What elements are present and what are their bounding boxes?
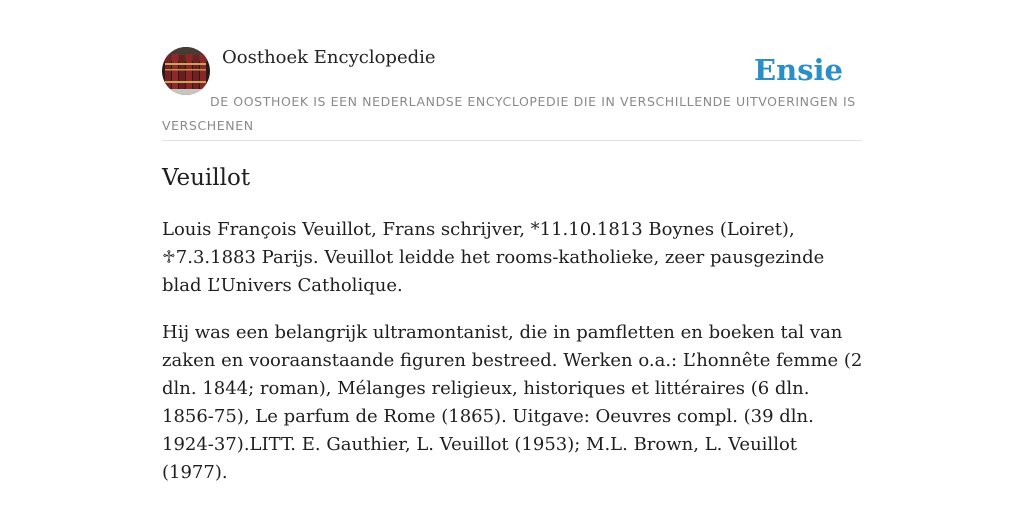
article-paragraph: Louis François Veuillot, Frans schrijver, *11.10.1813 Boynes (Loiret), ♱7.3.1883 Parijs. Veuillot leidde het rooms-katholieke, zeer pausgezinde blad L’Univers Catholique. bbox=[162, 219, 825, 296]
site-tagline: DE OOSTHOEK IS EEN NEDERLANDSE ENCYCLOPEDIE DIE IN VERSCHILLENDE UITVOERINGEN IS VERSCHENEN bbox=[162, 94, 856, 133]
article-paragraph: Hij was een belangrijk ultramontanist, die in pamfletten en boeken tal van zaken en vooraanstaande figuren bestreed. Werken o.a.: L’honnête femme (2 dln. 1844; roman), Mélanges religieux, historiques et littéraires (6 dln. 1856-75), Le parfum de Rome (1865). Uitgave: Oeuvres compl. (39 dln. 1924-37).LITT. E. Gauthier, L. Veuillot (1953); M.L. Brown, L. Veuillot (1977). bbox=[162, 322, 863, 483]
brand-logo-link[interactable]: Ensie bbox=[754, 53, 843, 87]
article-title: Veuillot bbox=[162, 165, 251, 191]
encyclopedia-books-icon[interactable] bbox=[162, 47, 210, 95]
site-header bbox=[162, 46, 862, 141]
site-title[interactable]: Oosthoek Encyclopedie bbox=[222, 47, 436, 68]
article-body bbox=[162, 216, 864, 506]
